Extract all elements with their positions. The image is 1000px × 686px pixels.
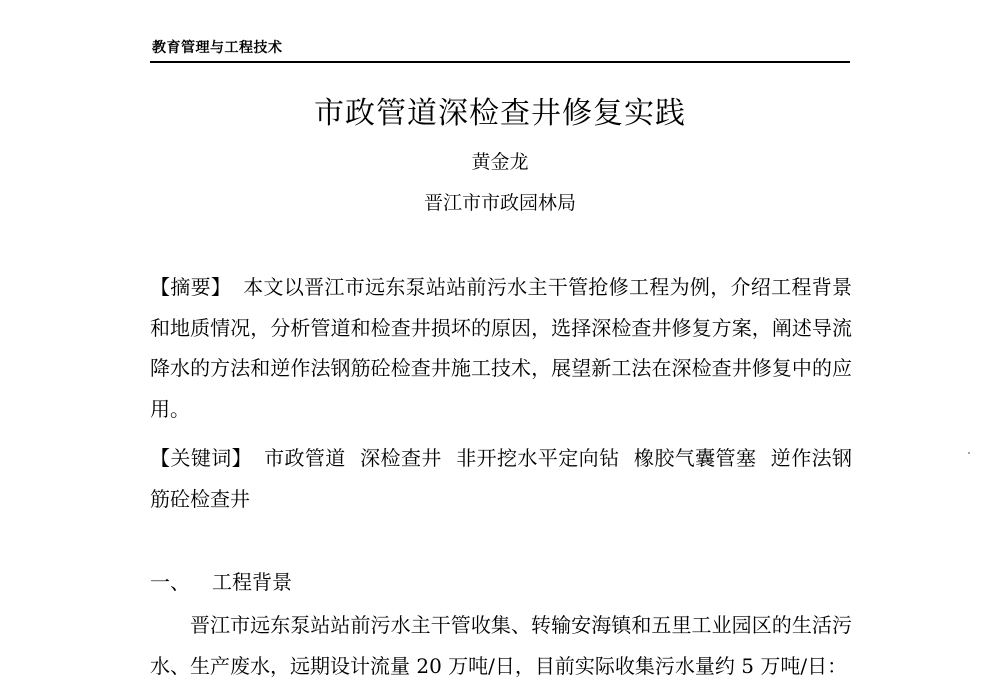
- body-paragraph: 晋江市远东泵站站前污水主干管收集、转输安海镇和五里工业园区的生活污水、生产废水，远期设计流量 20 万吨/日，目前实际收集污水量约 5 万吨/日：: [150, 613, 852, 678]
- keyword-item: 橡胶气囊管塞: [633, 446, 757, 470]
- section-title: 工程背景: [212, 570, 292, 594]
- author-name: 黄金龙: [471, 151, 529, 173]
- section-number: 一、: [150, 570, 190, 594]
- author-affiliation: 晋江市市政园林局: [423, 192, 576, 214]
- keyword-item: 市政管道: [264, 446, 346, 470]
- header-divider: [150, 61, 850, 63]
- keywords-tag: 【关键词】: [150, 446, 253, 470]
- abstract-tag: 【摘要】: [150, 275, 232, 299]
- running-header: 教育管理与工程技术: [152, 40, 283, 56]
- keyword-item: 逆作法钢筋砼检查井: [150, 446, 853, 511]
- section-heading: [150, 567, 292, 597]
- abstract-paragraph: [150, 267, 852, 429]
- keywords-paragraph: [150, 438, 852, 519]
- abstract-text: 本文以晋江市远东泵站站前污水主干管抢修工程为例，介绍工程背景和地质情况，分析管道和检查井损坏的原因，选择深检查井修复方案，阐述导流降水的方法和逆作法钢筋砼检查井施工技术，展望新工法在深检查井修复中的应用。: [150, 275, 853, 421]
- scan-speck: [968, 452, 970, 454]
- keyword-item: 深检查井: [359, 446, 442, 470]
- page-title: 市政管道深检查井修复实践: [314, 96, 686, 131]
- keyword-item: 非开挖水平定向钻: [455, 446, 620, 470]
